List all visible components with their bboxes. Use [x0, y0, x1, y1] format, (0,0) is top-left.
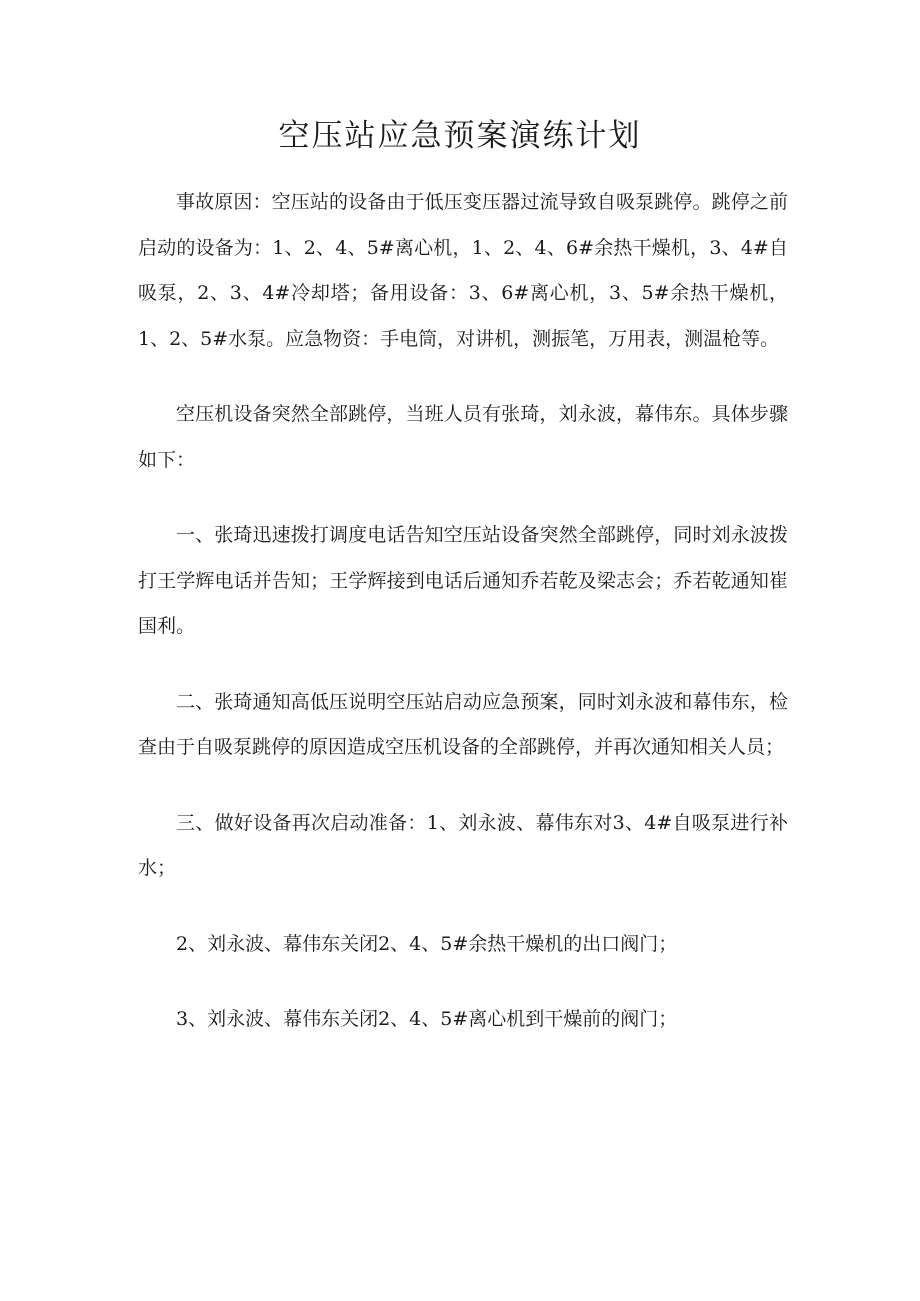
paragraph-step-two: 二、张琦通知高低压说明空压站启动应急预案，同时刘永波和幕伟东，检查由于自吸泵跳停的原因造成空压机设备的全部跳停，并再次通知相关人员；	[138, 690, 788, 758]
paragraph-accident-cause: 事故原因：空压站的设备由于低压变压器过流导致自吸泵跳停。跳停之前启动的设备为：1、2、4、5#离心机，1、2、4、6#余热干燥机，3、4#自吸泵，2、3、4#冷却塔；备用设备：3、6#离心机，3、5#余热干燥机，1、2、5#水泵。应急物资：手电筒，对讲机，测振笔，万用表，测温枪等。	[138, 191, 788, 350]
paragraph-step-three: 三、做好设备再次启动准备：1、刘永波、幕伟东对3、4#自吸泵进行补水；	[138, 811, 788, 879]
paragraph-staff-on-duty: 空压机设备突然全部跳停，当班人员有张琦，刘永波，幕伟东。具体步骤如下：	[138, 403, 788, 471]
document-title: 空压站应急预案演练计划	[278, 118, 642, 154]
paragraph-substep-two: 2、刘永波、幕伟东关闭2、4、5#余热干燥机的出口阀门；	[176, 932, 678, 955]
paragraph-substep-three: 3、刘永波、幕伟东关闭2、4、5#离心机到干燥前的阀门；	[176, 1008, 678, 1030]
document-body	[138, 180, 788, 1073]
paragraph-step-one: 一、张琦迅速拨打调度电话告知空压站设备突然全部跳停，同时刘永波拨打王学辉电话并告知；王学辉接到电话后通知乔若乾及梁志会；乔若乾通知崔国利。	[138, 524, 788, 637]
